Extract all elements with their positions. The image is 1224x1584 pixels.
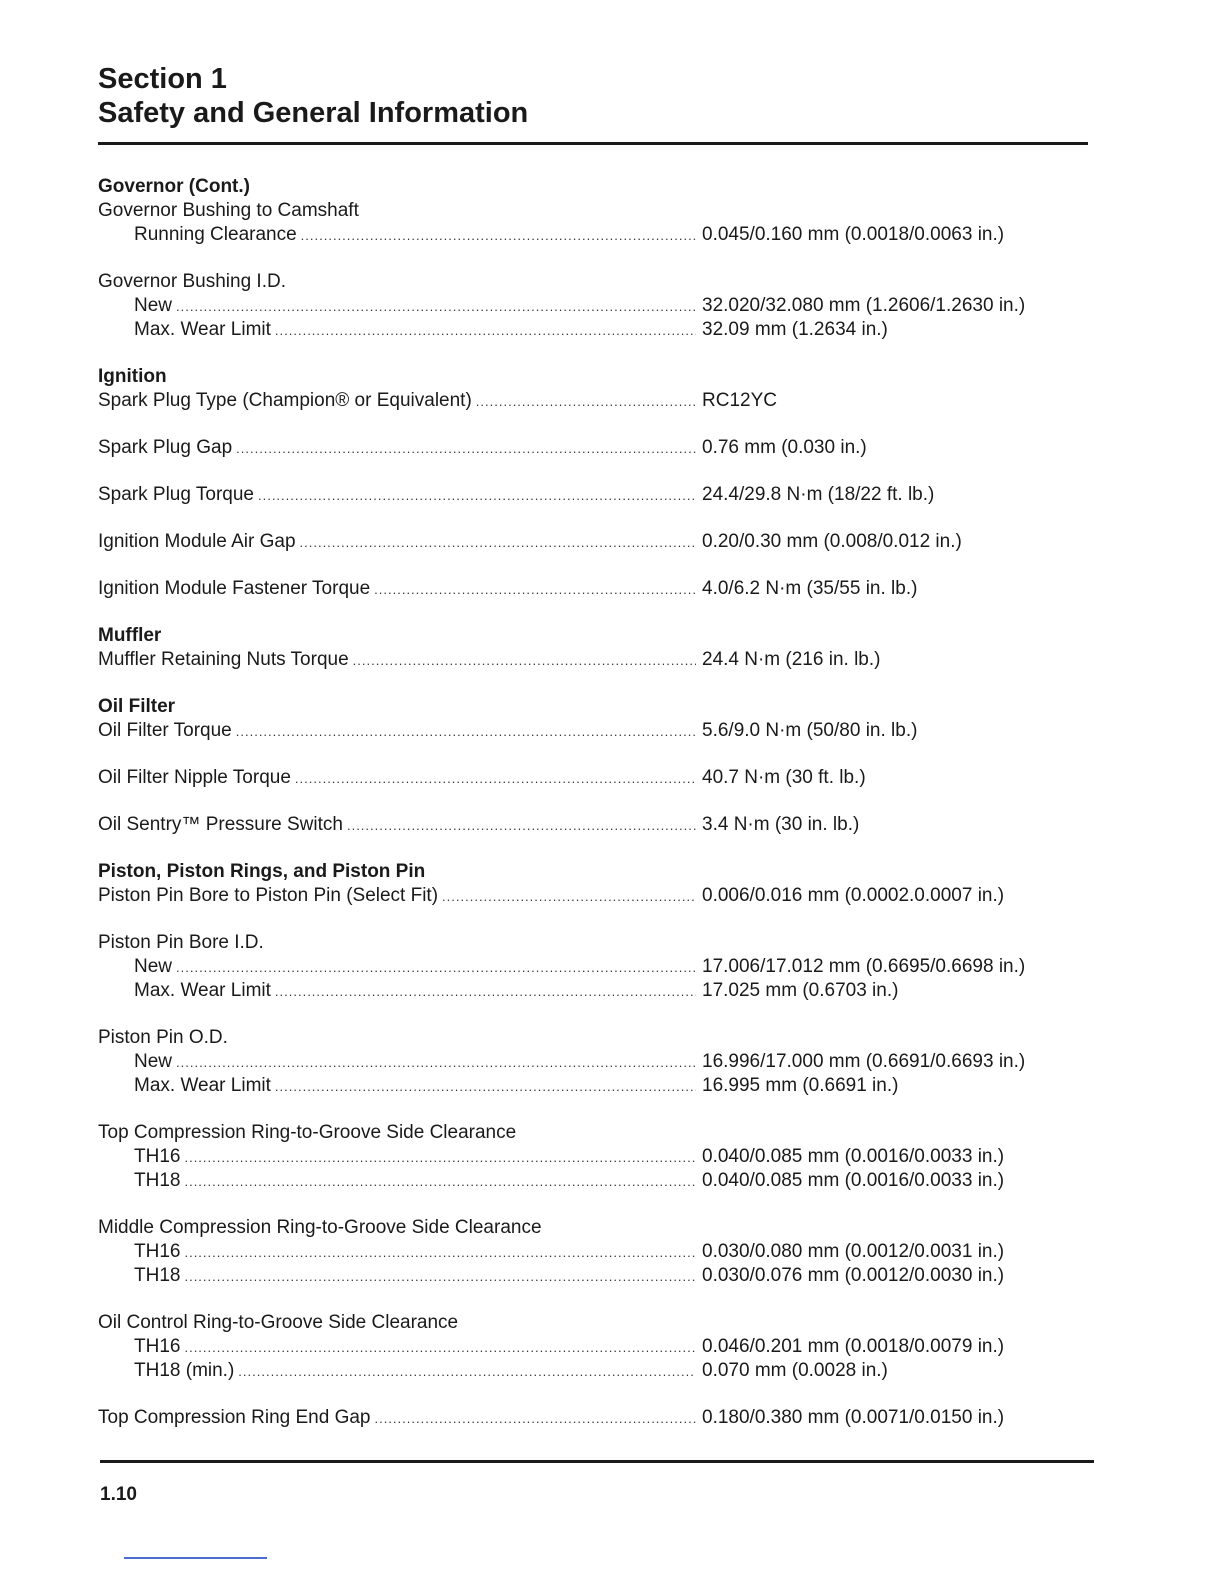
spec-label: Max. Wear Limit	[134, 980, 271, 1001]
piston-heading: Piston, Piston Rings, and Piston Pin	[98, 861, 426, 882]
spec-label: TH16	[134, 1336, 181, 1357]
leader-dots	[176, 956, 696, 980]
spec-label: New	[134, 295, 173, 316]
spec-label: Oil Sentry™ Pressure Switch	[98, 814, 343, 835]
spec-row	[98, 648, 1058, 672]
spec-label: TH18	[134, 1170, 181, 1191]
governor-bushing-camshaft-label: Governor Bushing to Camshaft	[98, 200, 359, 221]
spec-label: Running Clearance	[134, 224, 297, 245]
leader-dots	[353, 649, 696, 673]
spec-row	[98, 1240, 1058, 1264]
page-number: 1.10	[100, 1484, 137, 1505]
spec-row	[98, 955, 1058, 979]
leader-dots	[184, 1265, 696, 1289]
spec-row	[98, 389, 1058, 413]
spec-value: 0.20/0.30 mm (0.008/0.012 in.)	[702, 531, 962, 552]
spec-label: Piston Pin Bore to Piston Pin (Select Fit)	[98, 885, 439, 906]
spec-row	[98, 483, 1058, 507]
leader-dots	[184, 1336, 696, 1360]
spec-label: New	[134, 956, 173, 977]
leader-dots	[374, 1407, 696, 1431]
spec-value: 0.040/0.085 mm (0.0016/0.0033 in.)	[702, 1146, 1005, 1167]
spec-label: TH18 (min.)	[134, 1360, 235, 1381]
page-header	[98, 62, 528, 130]
spec-label: TH16	[134, 1146, 181, 1167]
leader-dots	[301, 224, 696, 248]
spec-label: TH18	[134, 1265, 181, 1286]
spec-label: Ignition Module Air Gap	[98, 531, 296, 552]
page-title: Safety and General Information	[98, 97, 529, 129]
spec-label: Max. Wear Limit	[134, 319, 271, 340]
spec-row	[98, 1406, 1058, 1430]
spec-row	[98, 719, 1058, 743]
leader-dots	[258, 484, 696, 508]
leader-dots	[275, 319, 696, 343]
spec-label: Spark Plug Torque	[98, 484, 254, 505]
piston-pin-bore-id-label: Piston Pin Bore I.D.	[98, 932, 264, 953]
leader-dots	[275, 1075, 696, 1099]
spec-row	[98, 1169, 1058, 1193]
spec-row	[98, 530, 1058, 554]
spec-value: 16.996/17.000 mm (0.6691/0.6693 in.)	[702, 1051, 1026, 1072]
leader-dots	[347, 814, 696, 838]
spec-value: 17.025 mm (0.6703 in.)	[702, 980, 899, 1001]
piston-pin-od-label: Piston Pin O.D.	[98, 1027, 228, 1048]
spec-value: 0.070 mm (0.0028 in.)	[702, 1360, 888, 1381]
spec-value: 0.046/0.201 mm (0.0018/0.0079 in.)	[702, 1336, 1005, 1357]
spec-value: 0.045/0.160 mm (0.0018/0.0063 in.)	[702, 224, 1005, 245]
spec-value: 5.6/9.0 N·m (50/80 in. lb.)	[702, 720, 918, 741]
spec-value: 0.180/0.380 mm (0.0071/0.0150 in.)	[702, 1407, 1005, 1428]
spec-row	[98, 1335, 1058, 1359]
governor-bushing-id-label: Governor Bushing I.D.	[98, 271, 286, 292]
spec-row	[98, 979, 1058, 1003]
spec-row	[98, 223, 1058, 247]
spec-value: 17.006/17.012 mm (0.6695/0.6698 in.)	[702, 956, 1026, 977]
footer-rule	[100, 1460, 1094, 1463]
leader-dots	[374, 578, 696, 602]
spec-row	[98, 1074, 1058, 1098]
leader-dots	[184, 1170, 696, 1194]
spec-value: 3.4 N·m (30 in. lb.)	[702, 814, 860, 835]
leader-dots	[275, 980, 696, 1004]
spec-value: 32.09 mm (1.2634 in.)	[702, 319, 888, 340]
spec-label: TH16	[134, 1241, 181, 1262]
leader-dots	[176, 295, 696, 319]
spec-value: RC12YC	[702, 390, 777, 411]
leader-dots	[184, 1241, 696, 1265]
spec-row	[98, 766, 1058, 790]
spec-value: 0.006/0.016 mm (0.0002.0.0007 in.)	[702, 885, 1005, 906]
spec-label: Oil Filter Torque	[98, 720, 232, 741]
spec-row	[98, 813, 1058, 837]
spec-row	[98, 318, 1058, 342]
spec-value: 0.030/0.080 mm (0.0012/0.0031 in.)	[702, 1241, 1005, 1262]
spec-value: 0.040/0.085 mm (0.0016/0.0033 in.)	[702, 1170, 1005, 1191]
leader-dots	[176, 1051, 696, 1075]
leader-dots	[238, 1360, 696, 1384]
spec-list	[98, 175, 1058, 1430]
oil-ring-clearance-label: Oil Control Ring-to-Groove Side Clearance	[98, 1312, 459, 1333]
spec-value: 24.4 N·m (216 in. lb.)	[702, 649, 881, 670]
leader-dots	[184, 1146, 696, 1170]
spec-value: 0.76 mm (0.030 in.)	[702, 437, 867, 458]
leader-dots	[442, 885, 696, 909]
spec-row	[98, 1145, 1058, 1169]
spec-row	[98, 884, 1058, 908]
spec-row	[98, 1359, 1058, 1383]
spec-label: Muffler Retaining Nuts Torque	[98, 649, 349, 670]
spec-value: 4.0/6.2 N·m (35/55 in. lb.)	[702, 578, 918, 599]
spec-label: Spark Plug Gap	[98, 437, 233, 458]
spec-value: 32.020/32.080 mm (1.2606/1.2630 in.)	[702, 295, 1026, 316]
blue-underline	[124, 1557, 267, 1559]
header-rule	[98, 142, 1088, 145]
leader-dots	[236, 437, 696, 461]
spec-value: 16.995 mm (0.6691 in.)	[702, 1075, 899, 1096]
leader-dots	[300, 531, 696, 555]
spec-value: 40.7 N·m (30 ft. lb.)	[702, 767, 866, 788]
top-ring-clearance-label: Top Compression Ring-to-Groove Side Clearance	[98, 1122, 517, 1143]
spec-value: 24.4/29.8 N·m (18/22 ft. lb.)	[702, 484, 935, 505]
spec-label: Ignition Module Fastener Torque	[98, 578, 371, 599]
spec-label: Max. Wear Limit	[134, 1075, 271, 1096]
ignition-heading: Ignition	[98, 366, 167, 387]
spec-label: Top Compression Ring End Gap	[98, 1407, 371, 1428]
spec-row	[98, 1264, 1058, 1288]
spec-row	[98, 1050, 1058, 1074]
spec-label: New	[134, 1051, 173, 1072]
section-number: Section 1	[98, 63, 227, 95]
leader-dots	[476, 390, 696, 414]
spec-label: Spark Plug Type (Champion® or Equivalent)	[98, 390, 472, 411]
leader-dots	[236, 720, 696, 744]
governor-heading: Governor (Cont.)	[98, 176, 250, 197]
leader-dots	[295, 767, 696, 791]
spec-value: 0.030/0.076 mm (0.0012/0.0030 in.)	[702, 1265, 1005, 1286]
middle-ring-clearance-label: Middle Compression Ring-to-Groove Side Clearance	[98, 1217, 542, 1238]
muffler-heading: Muffler	[98, 625, 162, 646]
spec-label: Oil Filter Nipple Torque	[98, 767, 291, 788]
spec-row	[98, 436, 1058, 460]
spec-row	[98, 577, 1058, 601]
oil-filter-heading: Oil Filter	[98, 696, 176, 717]
spec-row	[98, 294, 1058, 318]
